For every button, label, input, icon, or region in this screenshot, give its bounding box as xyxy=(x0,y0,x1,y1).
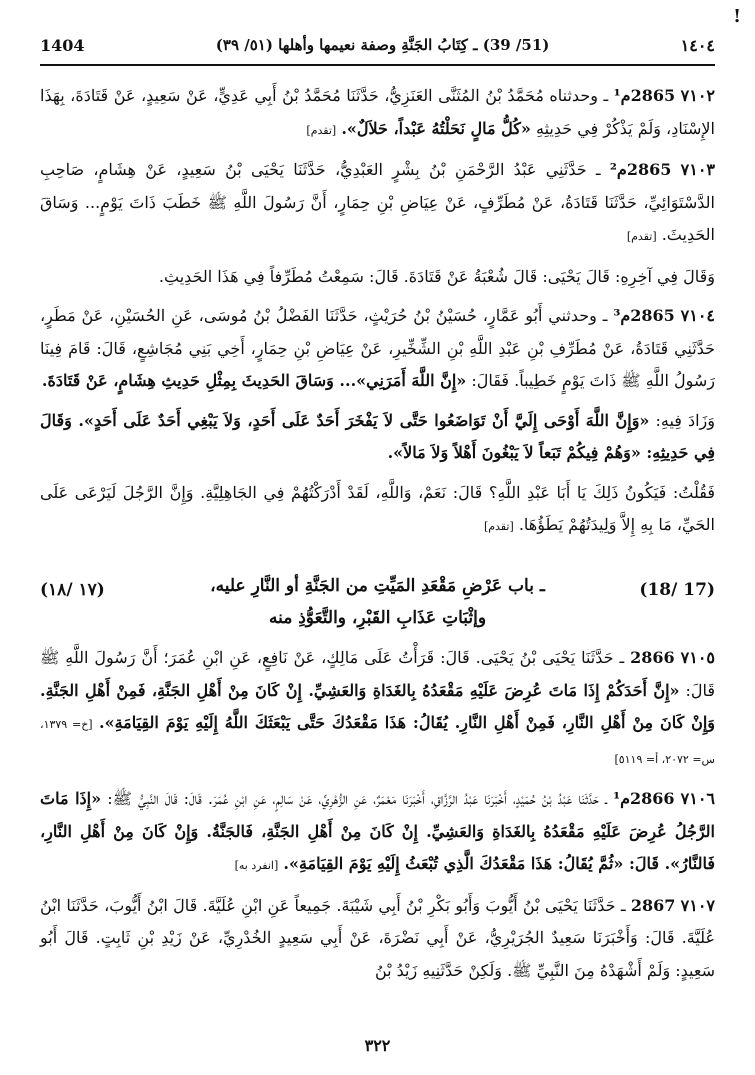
chapter-number-arabic: (١٧ /١٨) xyxy=(40,580,105,600)
hadith-7104-addendum-1: وَزَادَ فِيهِ: «وَإِنَّ اللَّهَ أَوْحَى إِلَيَّ أَنْ تَوَاضَعُوا حَتَّى لاَ يَفْخَرَ أَحَدٌ عَلَى أَحَدٍ، وَلاَ يَبْغِي أَحَدٌ عَلَى أَحَدٍ». وَقَالَ فِي حَدِيثِهِ: «وَهُمْ فِيكُمْ تَبَعاً لاَ يَبْغُونَ أَهْلاً وَلاَ مَالاً». xyxy=(40,410,715,462)
hadith-7104: ٧١٠٤ 2865م³ ـ وحدثني أَبُو عَمَّارٍ، حُسَيْنُ بْنُ حُرَيْثٍ، حَدَّثَنَا الفَضْلُ بْنُ مُوسَى، عَنِ الحُسَيْنِ، عَنْ مَطَرٍ، حَدَّثَنِي قَتَادَةُ، عَنْ مُطَرِّفِ بْنِ عَبْدِ اللَّهِ بْنِ الشِّخِّيرِ، عَنْ عِيَاضِ بْنِ حِمَارٍ، أَخِي بَنِي مُجَاشِعٍ، قَالَ: قَامَ فِينَا رَسُولُ اللَّهِ ﷺ ذَاتَ يَوْمٍ خَطِيباً. فَقَالَ: «إِنَّ اللَّهَ أَمَرَنِي»... وَسَاقَ الحَدِيثَ بِمِثْلِ حَدِيثِ هِشَامٍ، عَنْ قَتَادَةَ. xyxy=(40,306,716,390)
hadith-7103: ٧١٠٣ 2865م² ـ حَدَّثَنِي عَبْدُ الرَّحْمَنِ بْنُ بِشْرٍ العَبْدِيُّ، حَدَّثَنَا يَحْيَى بْنُ سَعِيدٍ، عَنْ هِشَامٍ، صَاحِبِ الدَّسْتَوَائِيِّ، حَدَّثَنَا قَتَادَةُ، عَنْ مُطَرِّفٍ، عَنْ عِيَاضِ بْنِ حِمَارٍ، أَنَّ رَسُولَ اللَّهِ ﷺ خَطَبَ ذَاتَ يَوْمٍ... وَسَاقَ الحَدِيثَ. [تقدم] xyxy=(40,160,715,244)
chapter-title-line-2: وإثْبَاتِ عَذَابِ القَبْرِ، والتَّعَوُّذِ منه xyxy=(268,608,487,628)
hadith-section-top xyxy=(40,80,715,551)
page-number-arabic: ١٤٠٤ xyxy=(680,35,715,55)
running-title: (51/ 39) ـ كِتَابُ الجَنَّةِ وصفة نعيمها وأهلها (٥١/ ٣٩) xyxy=(215,36,550,54)
hadith-section-bottom xyxy=(40,642,715,994)
page-number-latin: 1404 xyxy=(40,35,85,55)
page-header xyxy=(40,30,715,60)
page-footer-number: ٣٢٢ xyxy=(364,1036,391,1055)
corner-mark: ! xyxy=(733,6,741,27)
hadith-7102: ٧١٠٢ 2865م¹ ـ وحدثناه مُحَمَّدُ بْنُ المُثَنَّى العَنَزِيُّ، حَدَّثَنَا مُحَمَّدُ بْنُ أَبِي عَدِيٍّ، عَنْ سَعِيدٍ، عَنْ قَتَادَةَ، بِهَذَا الإِسْنَادِ، وَلَمْ يَذْكُرْ فِي حَدِيثِهِ «كُلُّ مَالٍ نَحَلْتُهُ عَبْداً، حَلاَلٌ». [تقدم] xyxy=(40,86,715,138)
hadith-7105: ٧١٠٥ 2866 ـ حَدَّثَنَا يَحْيَى بْنُ يَحْيَى. قَالَ: قَرَأْتُ عَلَى مَالِكٍ، عَنْ نَافِعٍ، عَنِ ابْنِ عُمَرَ؛ أَنَّ رَسُولَ اللَّهِ ﷺ قَالَ: «إِنَّ أَحَدَكُمْ إِذَا مَاتَ عُرِضَ عَلَيْهِ مَقْعَدُهُ بِالغَدَاةِ وَالعَشِيِّ. إِنْ كَانَ مِنْ أَهْلِ الجَنَّةِ، فَمِنْ أَهْلِ الجَنَّةِ. وَإِنْ كَانَ مِنْ أَهْلِ النَّارِ، فَمِنْ أَهْلِ النَّارِ. يُقَالُ: هَذَا مَقْعَدُكَ حَتَّى يَبْعَثَكَ اللَّهُ إِلَيْهِ يَوْمَ القِيَامَةِ». [خ= ١٣٧٩، س= ٢٠٧٢، أ= ٥١١٩] xyxy=(40,648,715,766)
header-rule xyxy=(40,64,715,66)
hadith-7103-addendum: وَقَالَ فِي آخِرِهِ: قَالَ يَحْيَى: قَالَ شُعْبَةُ عَنْ قَتَادَةَ. قَالَ: سَمِعْتُ مُطَرِّفاً فِي هَذَا الحَدِيثِ. xyxy=(158,266,715,286)
chapter-number-latin: (17 /18) xyxy=(639,580,715,600)
hadith-7106: ٧١٠٦ 2866م¹ ـ حَدَّثَنَا عَبْدُ بْنُ حُمَيْدٍ، أَخْبَرَنَا عَبْدُ الرَّزَّاقِ، أَخْبَرَنَا مَعْمَرٌ، عَنِ الزُّهْرِيِّ، عَنْ سَالِمٍ، عَنِ ابْنِ عُمَرَ. قَالَ: قَالَ النَّبِيُّ ﷺ: «إِذَا مَاتَ الرَّجُلُ عُرِضَ عَلَيْهِ مَقْعَدُهُ بِالغَدَاةِ وَالعَشِيِّ. إِنْ كَانَ مِنْ أَهْلِ الجَنَّةِ، فَالجَنَّةُ. وَإِنْ كَانَ مِنْ أَهْلِ النَّارِ، فَالنَّارُ». قَالَ: «ثُمَّ يُقَالُ: هَذَا مَقْعَدُكَ الَّذِي تُبْعَثُ إِلَيْهِ يَوْمَ القِيَامَةِ». [انفرد به] xyxy=(40,789,716,873)
chapter-heading xyxy=(40,570,715,638)
chapter-title-line-1: ـ باب عَرْضِ مَقْعَدِ المَيِّتِ من الجَنَّةِ أو النَّارِ عليه، xyxy=(210,576,545,596)
hadith-7107: ٧١٠٧ 2867 ـ حَدَّثَنَا يَحْيَى بْنُ أَيُّوبَ وَأَبُو بَكْرِ بْنُ أَبِي شَيْبَةَ. جَمِيعاً عَنِ ابْنِ عُلَيَّةَ. قَالَ ابْنُ أَيُّوبَ، حَدَّثَنَا ابْنُ عُلَيَّةَ. قَالَ: وَأَخْبَرَنَا سَعِيدٌ الجُرَيْرِيُّ، عَنْ أَبِي نَضْرَةَ، عَنْ أَبِي سَعِيدٍ الخُدْرِيِّ، عَنْ زَيْدِ بْنِ ثَابِتٍ. قَالَ أَبُو سَعِيدٍ: وَلَمْ أَشْهَدْهُ مِنَ النَّبِيِّ ﷺ. وَلَكِنْ حَدَّثَنِيهِ زَيْدُ بْنُ xyxy=(40,895,716,980)
hadith-7104-addendum-2: فَقُلْتُ: فَيَكُونُ ذَلِكَ يَا أَبَا عَبْدِ اللَّهِ؟ قَالَ: نَعَمْ، وَاللَّهِ، لَقَدْ أَدْرَكْتُهُمْ فِي الجَاهِلِيَّةِ. وَإِنَّ الرَّجُلَ لَيَرْعَى عَلَى الحَيِّ، مَا بِهِ إِلاَّ وَلِيدَتُهُمْ يَطَؤُهَا. [تقدم] xyxy=(40,482,715,534)
